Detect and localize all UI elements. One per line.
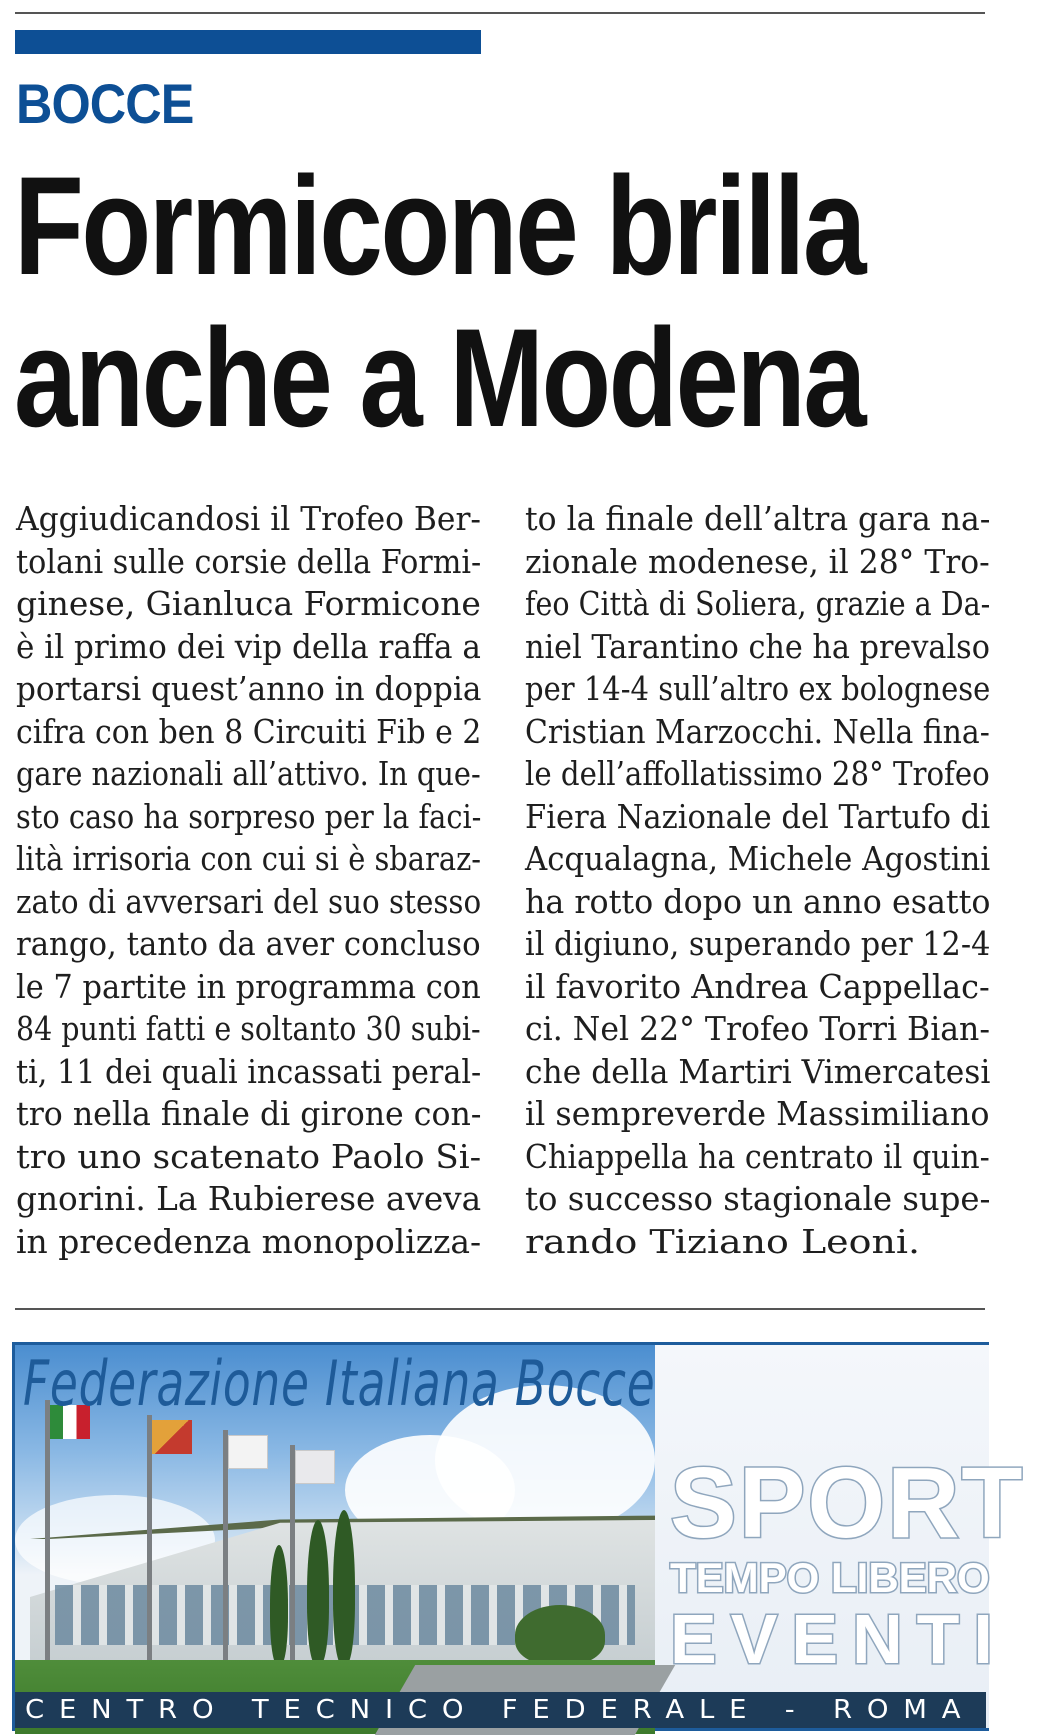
article-line: Chiappella ha centrato il quin-: [525, 1136, 990, 1176]
federation-flag-icon: [228, 1435, 268, 1469]
top-rule: [15, 12, 985, 14]
article-line: zionale modenese, il 28° Tro-: [525, 541, 990, 581]
headline-line-1: Formicone brilla: [14, 147, 865, 304]
ad-footer-bar: [15, 1692, 986, 1728]
ad-sport-text: SPORT: [670, 1447, 1025, 1559]
advertisement-banner: [12, 1342, 1025, 1731]
article-line: gare nazionali all’attivo. In que-: [16, 754, 481, 793]
article-line: portarsi quest’anno in doppia: [16, 669, 482, 708]
article-line: ti, 11 dei quali incassati peral-: [16, 1051, 482, 1091]
article-line: feo Città di Soliera, grazie a Da-: [525, 584, 991, 623]
flag-icon: [295, 1450, 335, 1484]
article-line: niel Tarantino che ha prevalso: [525, 626, 990, 666]
article-line: le dell’affollatissimo 28° Trofeo: [525, 754, 990, 793]
article-column-left: [16, 498, 481, 1263]
ad-footer-text: CENTRO TECNICO FEDERALE - ROMA: [25, 1695, 976, 1725]
article-line: le 7 partite in programma con: [16, 966, 481, 1006]
section-color-bar: [15, 30, 481, 54]
rome-flag-icon: [152, 1420, 192, 1454]
article-line: gnorini. La Rubierese aveva: [16, 1179, 482, 1218]
article-line: cifra con ben 8 Circuiti Fib e 2: [16, 711, 482, 751]
article-line: to successo stagionale supe-: [525, 1179, 991, 1218]
article-line: il digiuno, superando per 12-4: [525, 924, 991, 963]
section-label: BOCCE: [16, 72, 194, 135]
ad-title: Federazione Italiana Bocce: [23, 1347, 656, 1420]
article-line: in precedenza monopolizza-: [16, 1221, 482, 1261]
bush: [515, 1605, 605, 1665]
article-line: sto caso ha sorpreso per la faci-: [16, 796, 482, 836]
article-line: il favorito Andrea Cappellac-: [525, 966, 990, 1006]
cypress-tree: [270, 1545, 288, 1665]
article-line: ginese, Gianluca Formicone: [16, 584, 481, 623]
ad-tempo-libero-text: TEMPO LIBERO: [670, 1554, 990, 1601]
article-column-right: [525, 498, 990, 1263]
ad-eventi-text: EVENTI: [670, 1600, 1007, 1678]
headline: [14, 147, 886, 456]
article-line: che della Martiri Vimercatesi: [525, 1051, 991, 1091]
article-line: per 14-4 sull’altro ex bolognese: [525, 669, 991, 708]
article-line: tro uno scatenato Paolo Si-: [16, 1136, 482, 1176]
article-line: ci. Nel 22° Trofeo Torri Bian-: [525, 1009, 990, 1048]
flagpole: [45, 1400, 50, 1665]
section-divider: [15, 1308, 985, 1310]
article-line: ha rotto dopo un anno esatto: [525, 881, 991, 921]
cypress-tree: [333, 1510, 355, 1665]
article-line: tolani sulle corsie della Formi-: [16, 541, 482, 581]
article-line: to la finale dell’altra gara na-: [525, 499, 991, 538]
article-line: 84 punti fatti e soltanto 30 subi-: [16, 1009, 481, 1048]
headline-line-2: anche a Modena: [14, 299, 865, 456]
cypress-tree: [307, 1520, 329, 1665]
article-line: Acqualagna, Michele Agostini: [525, 839, 991, 878]
article-line: zato di avversari del suo stesso: [16, 881, 482, 921]
article-line: rando Tiziano Leoni.: [525, 1221, 921, 1261]
article-line: Aggiudicandosi il Trofeo Ber-: [16, 499, 482, 538]
article-line: è il primo dei vip della raffa a: [16, 626, 481, 666]
article-line: Fiera Nazionale del Tartufo di: [525, 796, 991, 836]
article-line: tro nella finale di girone con-: [16, 1094, 482, 1133]
article-line: lità irrisoria con cui si è sbaraz-: [16, 839, 482, 878]
article-line: Cristian Marzocchi. Nella fina-: [525, 711, 990, 751]
article-line: rango, tanto da aver concluso: [16, 924, 481, 963]
article-line: il sempreverde Massimiliano: [525, 1094, 990, 1133]
